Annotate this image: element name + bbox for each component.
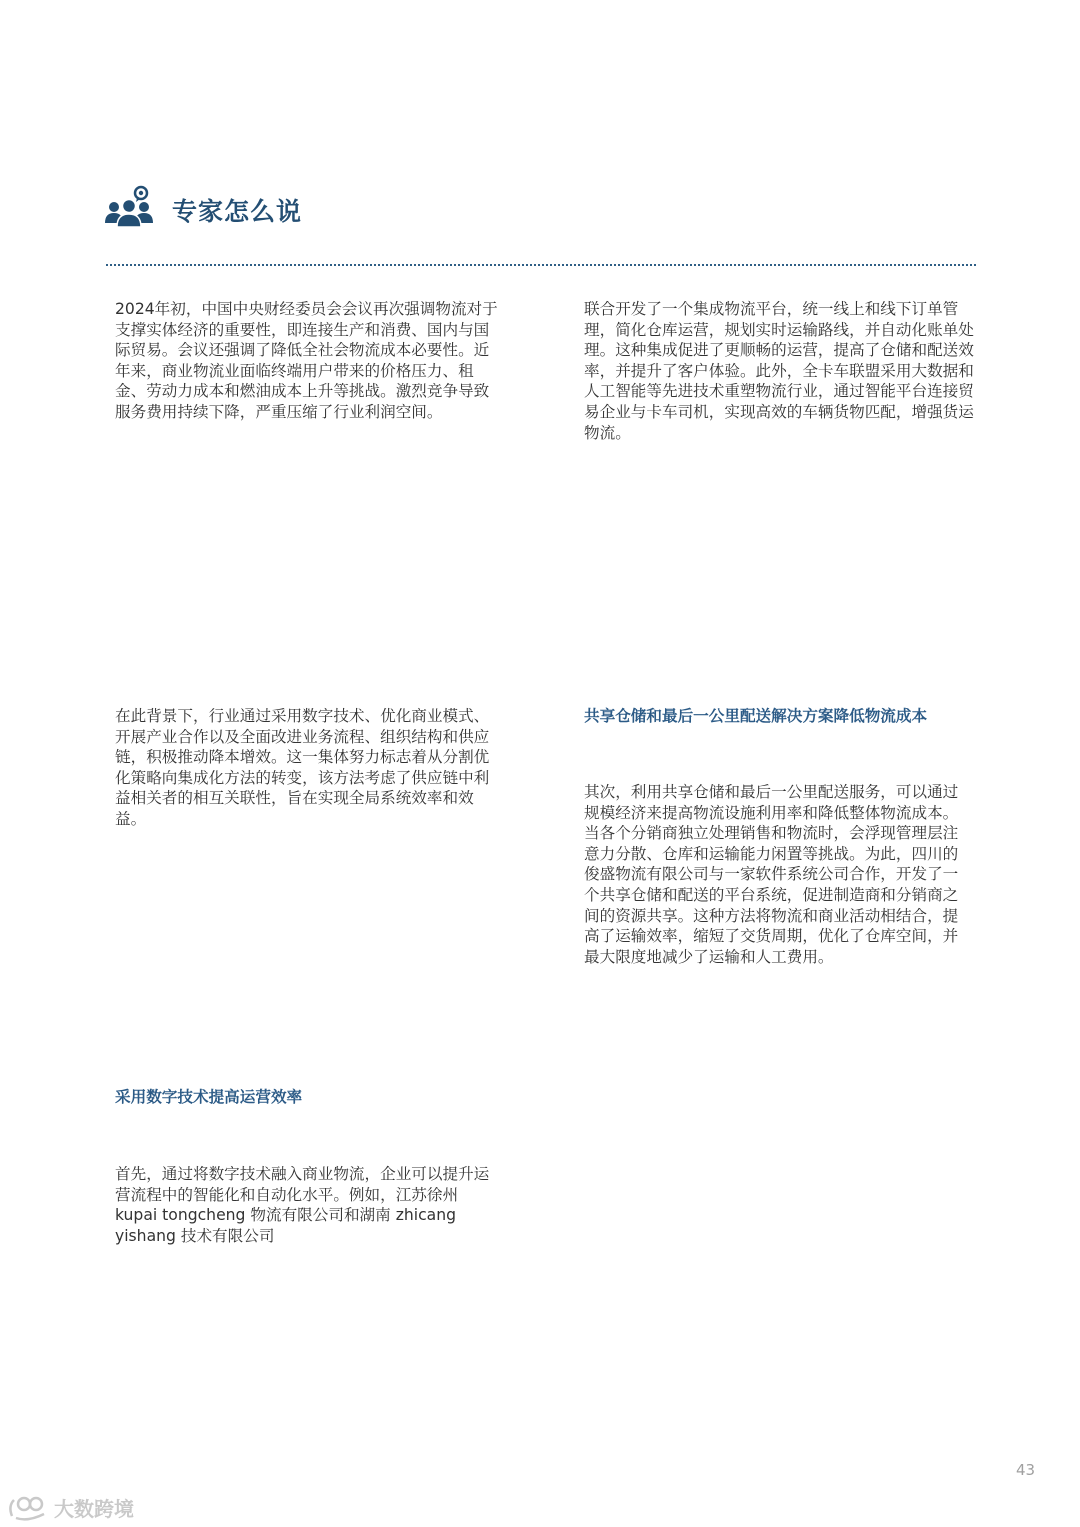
watermark-logo-icon xyxy=(6,1492,50,1522)
left-subheading: 采用数字技术提高运营效率 xyxy=(115,1088,303,1106)
page-number: 43 xyxy=(1016,1461,1036,1479)
right-paragraph-2: 其次，利用共享仓储和最后一公里配送服务，可以通过规模经济来提高物流设施利用率和降低整体物流成本。当各个分销商独立处理销售和物流时，会浮现管理层注意力分散、仓库和运输能力闲置等挑战。为此，四川的俊盛物流有限公司与一家软件系统公司合作，开发了一个共享仓储和配送的平台系统，促进制造商和分销商之间的资源共享。这种方法将物流和商业活动相结合，提高了运输效率，缩短了交货周期，优化了仓库空间，并最大限度地减少了运输和人工费用。 xyxy=(584,783,959,966)
right-paragraph-1: 联合开发了一个集成物流平台，统一线上和线下订单管理，简化仓库运营，规划实时运输路线，并自动化账单处理。这种集成促进了更顺畅的运营，提高了仓储和配送效率，并提升了客户体验。此外，全卡车联盟采用大数据和人工智能等先进技术重塑物流行业，通过智能平台连接贸易企业与卡车司机，实现高效的车辆货物匹配，增强货运物流。 xyxy=(584,300,974,442)
right-subheading: 共享仓储和最后一公里配送解决方案降低物流成本 xyxy=(584,707,928,725)
people-group-icon xyxy=(103,185,155,229)
left-paragraph-3: 首先，通过将数字技术融入商业物流，企业可以提升运营流程中的智能化和自动化水平。例如，江苏徐州 kupai tongcheng 物流有限公司和湖南 zhicang yishang 技术有限公司 xyxy=(115,1165,490,1245)
watermark xyxy=(6,1490,146,1524)
dotted-divider xyxy=(106,264,976,266)
page-title: 专家怎么说 xyxy=(172,197,303,226)
watermark-text: 大数跨境 xyxy=(54,1496,134,1521)
left-paragraph-2: 在此背景下，行业通过采用数字技术、优化商业模式、开展产业合作以及全面改进业务流程、组织结构和供应链，积极推动降本增效。这一集体努力标志着从分割优化策略向集成化方法的转变，该方法考虑了供应链中利益相关者的相互关联性，旨在实现全局系统效率和效益。 xyxy=(115,707,490,828)
left-paragraph-1: 2024年初，中国中央财经委员会会议再次强调物流对于支撑实体经济的重要性，即连接生产和消费、国内与国际贸易。会议还强调了降低全社会物流成本必要性。近年来，商业物流业面临终端用户带来的价格压力、租金、劳动力成本和燃油成本上升等挑战。激烈竞争导致服务费用持续下降，严重压缩了行业利润空间。 xyxy=(115,300,498,421)
